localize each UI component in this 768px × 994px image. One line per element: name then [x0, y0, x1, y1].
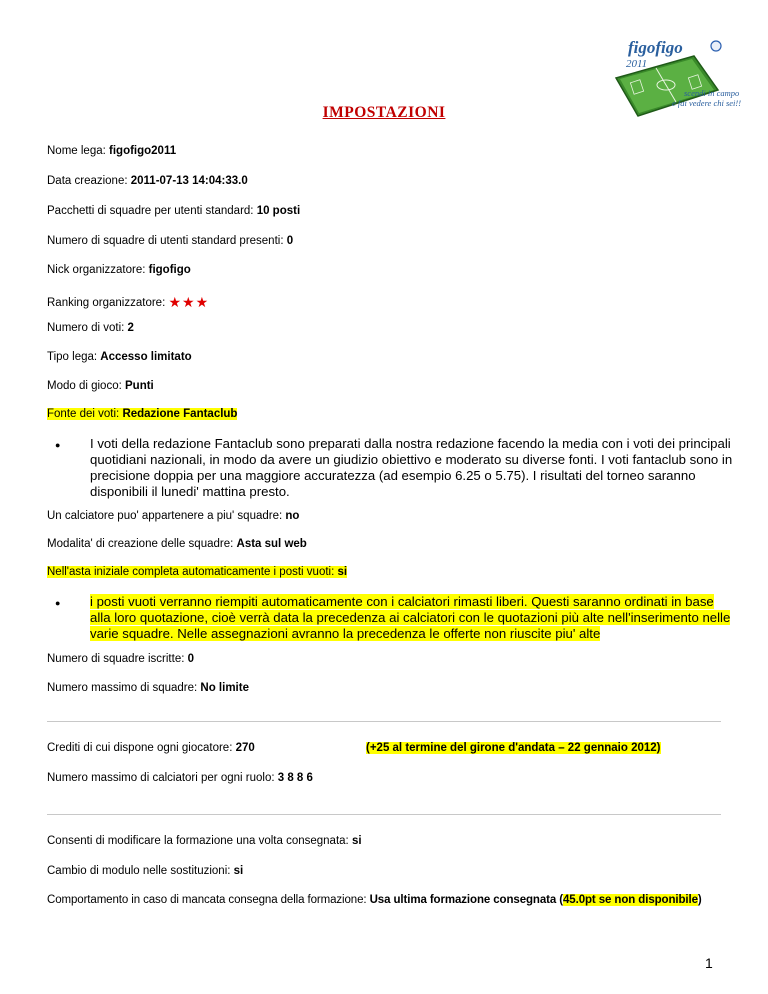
mancata-consegna-label: Comportamento in caso di mancata consegna della formazione:	[47, 894, 370, 906]
cambio-modulo-label: Cambio di modulo nelle sostituzioni:	[47, 865, 234, 877]
data-creazione-row	[47, 175, 248, 187]
data-creazione-label: Data creazione:	[47, 175, 131, 187]
crediti-row	[47, 742, 255, 754]
mancata-consegna-value: Usa ultima formazione consegnata	[369, 894, 560, 906]
mancata-consegna-paren-close: )	[697, 894, 702, 906]
modalita-creazione-label: Modalita' di creazione delle squadre:	[47, 538, 237, 550]
numero-squadre-standard-row	[47, 235, 293, 247]
tipo-lega-row	[47, 351, 192, 363]
pacchetti-label: Pacchetti di squadre per utenti standard:	[47, 205, 257, 217]
calciatore-piu-squadre-row	[47, 510, 299, 522]
asta-iniziale-value: si	[337, 566, 348, 578]
ranking-label: Ranking organizzatore:	[47, 297, 169, 309]
page-number: 1	[705, 955, 713, 971]
cambio-modulo-value: si	[233, 865, 244, 877]
fonte-voti-value: Redazione Fantaclub	[122, 408, 238, 420]
mancata-consegna-paren-open: (	[559, 894, 564, 906]
modo-gioco-value: Punti	[125, 380, 154, 392]
ranking-stars	[168, 294, 210, 310]
pacchetti-value: 10 posti	[256, 205, 301, 217]
massimo-squadre-row	[47, 682, 249, 694]
nick-row	[47, 264, 191, 276]
modalita-creazione-value: Asta sul web	[236, 538, 307, 550]
massimo-squadre-label: Numero massimo di squadre:	[47, 682, 201, 694]
calciatori-ruolo-row	[47, 772, 313, 784]
modifica-formazione-row	[47, 835, 362, 847]
nome-lega-label: Nome lega:	[47, 145, 110, 157]
bullet-icon: ●	[55, 440, 61, 450]
star-full-icon: ★	[182, 294, 196, 310]
numero-voti-row	[47, 322, 134, 334]
mancata-consegna-extra: 45.0pt se non disponibile	[563, 894, 698, 906]
numero-voti-value: 2	[127, 322, 134, 334]
nick-label: Nick organizzatore:	[47, 264, 149, 276]
squadre-iscritte-label: Numero di squadre iscritte:	[47, 653, 188, 665]
numero-squadre-standard-label: Numero di squadre di utenti standard presenti:	[47, 235, 287, 247]
tipo-lega-value: Accesso limitato	[100, 351, 192, 363]
cambio-modulo-row	[47, 865, 243, 877]
data-creazione-value: 2011-07-13 14:04:33.0	[130, 175, 248, 187]
divider	[47, 721, 721, 722]
calciatori-ruolo-label: Numero massimo di calciatori per ogni ruolo:	[47, 772, 278, 784]
modalita-creazione-row	[47, 538, 307, 550]
logo-slogan-2: e fai vedere chi sei!!	[672, 98, 742, 108]
calciatore-piu-squadre-label: Un calciatore puo' appartenere a piu' squadre:	[47, 510, 286, 522]
logo-year: 2011	[626, 58, 648, 70]
mancata-consegna-row	[47, 894, 702, 906]
tipo-lega-label: Tipo lega:	[47, 351, 101, 363]
crediti-extra-row	[366, 742, 661, 754]
star-full-icon: ★	[168, 294, 183, 310]
divider	[47, 814, 721, 815]
crediti-extra: (+25 al termine del girone d'andata – 22 gennaio 2012)	[366, 742, 661, 754]
pacchetti-row	[47, 205, 300, 217]
asta-iniziale-row	[47, 566, 347, 578]
star-half-icon: ★	[195, 294, 210, 310]
modo-gioco-row	[47, 380, 154, 392]
squadre-iscritte-row	[47, 653, 194, 665]
logo-slogan-1: scendi in campo	[684, 88, 740, 98]
crediti-label: Crediti di cui dispone ogni giocatore:	[47, 742, 236, 754]
numero-squadre-standard-value: 0	[286, 235, 294, 247]
asta-note	[90, 594, 735, 642]
ranking-row	[47, 293, 210, 310]
fonte-voti-row	[47, 408, 237, 420]
page-title: IMPOSTAZIONI	[322, 104, 446, 121]
asta-iniziale-label: Nell'asta iniziale completa automaticamente i posti vuoti:	[47, 566, 338, 578]
massimo-squadre-value: No limite	[200, 682, 249, 694]
asta-note-text: i posti vuoti verranno riempiti automaticamente con i calciatori rimasti liberi. Questi saranno ordinati in base alla loro quotazione, cioè verrà data la precedenza ai calciatori con le quotazioni più alte nell'inserimento nelle varie squadre. Nelle assegnazioni avranno la precedenza le offerte non riuscite piu' alte	[90, 594, 731, 641]
fonte-voti-label: Fonte dei voti:	[47, 408, 123, 420]
modifica-formazione-value: si	[351, 835, 362, 847]
nick-value: figofigo	[148, 264, 191, 276]
modifica-formazione-label: Consenti di modificare la formazione una volta consegnata:	[47, 835, 352, 847]
nome-lega-row	[47, 145, 176, 157]
crediti-value: 270	[235, 742, 255, 754]
calciatore-piu-squadre-value: no	[285, 510, 300, 522]
logo-name: figofigo	[628, 38, 683, 57]
nome-lega-value: figofigo2011	[109, 145, 177, 157]
squadre-iscritte-value: 0	[187, 653, 195, 665]
calciatori-ruolo-value: 3 8 8 6	[277, 772, 313, 784]
bullet-icon: ●	[55, 598, 61, 608]
numero-voti-label: Numero di voti:	[47, 322, 128, 334]
modo-gioco-label: Modo di gioco:	[47, 380, 125, 392]
fonte-voti-note: I voti della redazione Fantaclub sono preparati dalla nostra redazione facendo la media con i voti dei principali quotidiani nazionali, in modo da avere un giudizio obiettivo e moderato su diverse fonti. I voti fantaclub sono in precisione doppia per una maggiore accuratezza (ad esempio 6.25 o 5.75). I risultati del torneo saranno disponibili il lunedi' mattina presto.	[90, 436, 733, 499]
